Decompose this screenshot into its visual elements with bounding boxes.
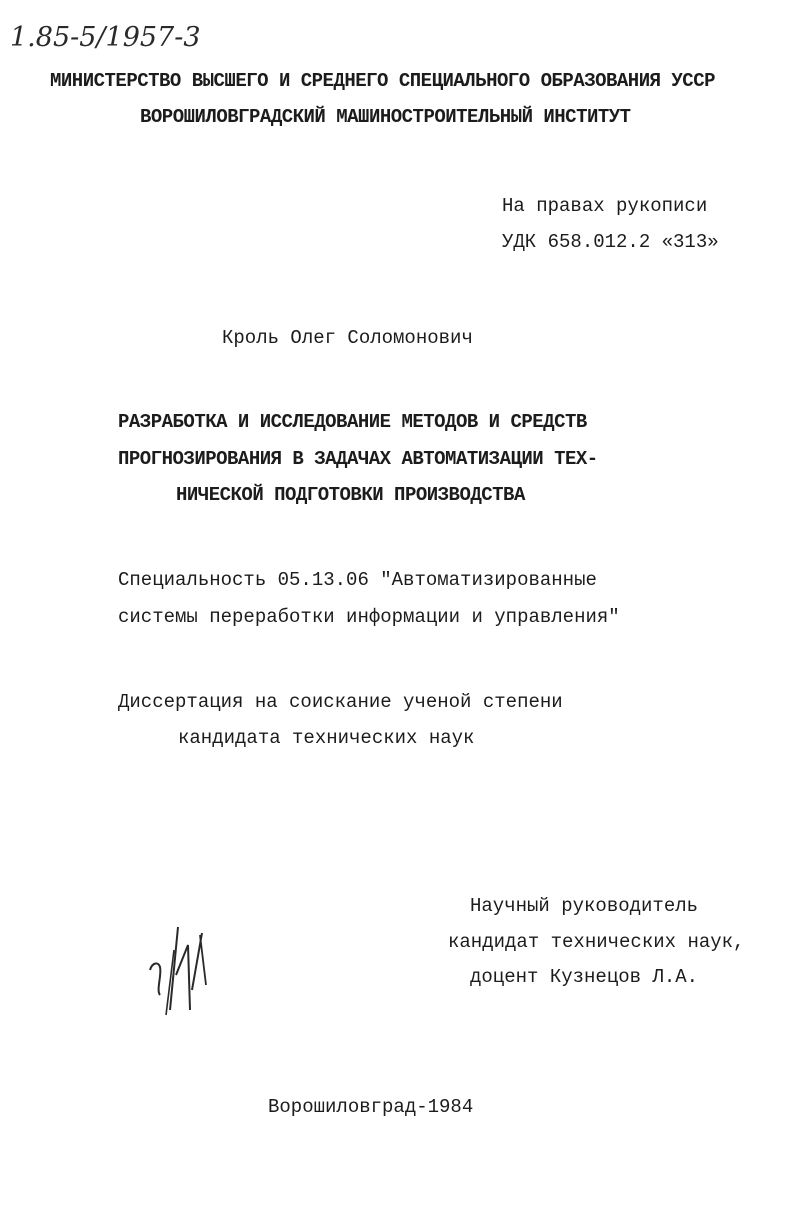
thesis-title-line-1: РАЗРАБОТКА И ИССЛЕДОВАНИЕ МЕТОДОВ И СРЕДСТВ: [118, 411, 587, 433]
supervisor-line-1: Научный руководитель: [470, 895, 699, 917]
dissertation-line-1: Диссертация на соискание ученой степени: [118, 691, 563, 713]
supervisor-line-2: кандидат технических наук,: [448, 931, 745, 953]
thesis-title-line-3: НИЧЕСКОЙ ПОДГОТОВКИ ПРОИЗВОДСТВА: [176, 484, 525, 506]
manuscript-rights: На правах рукописи: [502, 195, 708, 217]
place-and-year: Ворошиловград-1984: [268, 1096, 474, 1118]
ministry-heading: МИНИСТЕРСТВО ВЫСШЕГО И СРЕДНЕГО СПЕЦИАЛЬНОГО ОБРАЗОВАНИЯ УССР: [50, 70, 716, 92]
author-name: Кроль Олег Соломонович: [222, 327, 473, 349]
specialty-line-1: Специальность 05.13.06 "Автоматизированные: [118, 569, 597, 591]
thesis-title-line-2: ПРОГНОЗИРОВАНИЯ В ЗАДАЧАХ АВТОМАТИЗАЦИИ ТЕХ-: [118, 448, 598, 470]
udc-code: УДК 658.012.2 «313»: [502, 231, 719, 253]
specialty-line-2: системы переработки информации и управления": [118, 606, 620, 628]
supervisor-line-3: доцент Кузнецов Л.А.: [470, 966, 699, 988]
archive-mark: 1.85-5/1957-3: [10, 22, 201, 53]
dissertation-line-2: кандидата технических наук: [178, 727, 475, 749]
signature: [140, 915, 220, 1025]
institute-heading: ВОРОШИЛОВГРАДСКИЙ МАШИНОСТРОИТЕЛЬНЫЙ ИНСТИТУТ: [140, 106, 631, 128]
